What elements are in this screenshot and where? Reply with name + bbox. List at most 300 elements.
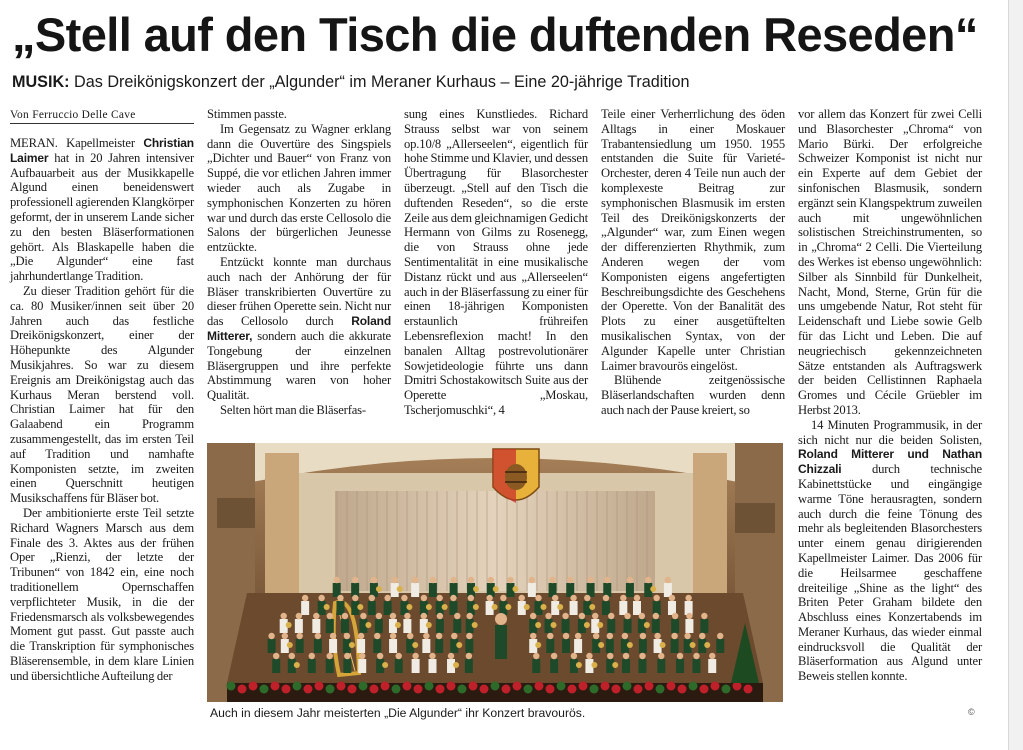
- brass-instrument: [442, 604, 448, 610]
- brass-instrument: [406, 604, 412, 610]
- text-column-5: [798, 107, 982, 684]
- text-run: hat in 20 Jahren intensiver Aufbauarbeit aus der Musikkapelle Algund einen beneidenswert professionell agierenden Klangkörper geformt, der in unserem Lande sicher zu den besten Bläserformationen gehört. Als Blaskapelle haben die „Die Algunder“ eine fast jahrhundertlange Tradition.: [10, 150, 194, 284]
- musician-head: [466, 613, 472, 619]
- brass-instrument: [576, 662, 582, 668]
- musician-head: [593, 633, 599, 639]
- paragraph: Der ambitionierte erste Teil setzte Richard Wagners Marsch aus dem Finale des 3. Aktes aus der frühen Oper „Rienzi, der letzte der Tribunen“ von 1842 ein, eine noch traditionellem Opernschaffen verpflichteter Musik, in die der Friedensmarsch als volksbewegendes Moment gut passt. Gut passte auch die Transkription für symphonisches Bläserensemble, in dem klare Linien und übersichtliche Aufteilung der: [10, 505, 194, 683]
- musician-head: [571, 653, 577, 659]
- paragraph: Zu dieser Tradition gehört für die ca. 80 Musiker/innen seit über 20 Jahren auch das festliche Dreikönigskonzert, einer der Höhepunkte des Algunder Musikjahres. So war zu diesem Ereignis am Dreikönigstag auch das Kurhaus Meran berstend voll. Christian Laimer hat für den Galaabend ein Programm zusammengestellt, das im ersten Teil auf Tradition und namhafte Komponisten setzte, im zweiten einen Querschnitt heutigen Musikschaffens für Bläser bot.: [10, 283, 194, 506]
- musician-head: [302, 595, 308, 601]
- flower: [260, 685, 269, 694]
- musician-head: [671, 633, 677, 639]
- musician-head: [639, 613, 645, 619]
- musician: [546, 639, 554, 653]
- musician-head: [296, 613, 302, 619]
- musician-head: [699, 633, 705, 639]
- brass-instrument: [598, 642, 604, 648]
- brass-instrument: [557, 604, 563, 610]
- brass-instrument: [589, 604, 595, 610]
- brass-instrument: [493, 586, 499, 592]
- musician: [343, 659, 351, 673]
- musician-head: [282, 633, 288, 639]
- brass-instrument: [473, 586, 479, 592]
- flower: [557, 682, 566, 691]
- musician: [453, 619, 461, 633]
- musician: [422, 639, 430, 653]
- article-subhead: [12, 70, 1012, 94]
- musician-head: [669, 595, 675, 601]
- brass-instrument: [512, 586, 518, 592]
- musician: [268, 639, 276, 653]
- musician: [465, 639, 473, 653]
- text-column-4: [601, 107, 785, 418]
- brass-instrument: [287, 642, 293, 648]
- brass-instrument: [472, 622, 478, 628]
- subhead-text: Das Dreikönigskonzert der „Algunder“ im Meraner Kurhaus – Eine 20-jährige Tradition: [69, 73, 690, 91]
- author-byline: Von Ferruccio Delle Cave: [10, 108, 194, 124]
- musician: [622, 659, 630, 673]
- musician-head: [562, 613, 568, 619]
- musician-head: [665, 577, 671, 583]
- highlighted-name: Roland Mitterer,: [207, 314, 391, 343]
- musician-head: [658, 653, 664, 659]
- musician: [562, 639, 570, 653]
- musician-head: [437, 613, 443, 619]
- musician-head: [500, 595, 506, 601]
- musician-head: [607, 653, 613, 659]
- musician-head: [535, 595, 541, 601]
- musician-head: [507, 577, 513, 583]
- flower: [447, 682, 456, 691]
- brass-instrument: [382, 662, 388, 668]
- flower: [513, 682, 522, 691]
- musician-head: [653, 595, 659, 601]
- musician: [329, 639, 337, 653]
- musician-head: [488, 577, 494, 583]
- musician: [272, 659, 280, 673]
- musician-head: [421, 613, 427, 619]
- musician-head: [374, 633, 380, 639]
- paragraph: Stimmen passte.: [207, 107, 287, 121]
- musician-head: [352, 595, 358, 601]
- brass-instrument: [456, 642, 462, 648]
- musician: [626, 583, 634, 597]
- musician: [607, 619, 615, 633]
- musician-head: [654, 633, 660, 639]
- paragraph: Blühende zeitgenössische Bläserlandschaften wurden denn auch nach der Pause kreiert, so: [601, 373, 785, 417]
- musician-head: [327, 613, 333, 619]
- musician-head: [549, 577, 555, 583]
- brass-instrument: [505, 604, 511, 610]
- brass-instrument: [492, 604, 498, 610]
- brass-instrument: [324, 604, 330, 610]
- musician-head: [315, 633, 321, 639]
- musician-head: [309, 653, 315, 659]
- musician-head: [584, 595, 590, 601]
- musician: [671, 639, 679, 653]
- brass-instrument: [395, 622, 401, 628]
- musician: [664, 583, 672, 597]
- flower: [623, 682, 632, 691]
- musician: [312, 619, 320, 633]
- musician: [295, 619, 303, 633]
- musician: [652, 619, 660, 633]
- musician-head: [280, 613, 286, 619]
- musician: [633, 601, 641, 615]
- musician: [301, 601, 309, 615]
- highlighted-name: Christian Laimer: [10, 136, 194, 165]
- musician-head: [333, 577, 339, 583]
- musician: [336, 601, 344, 615]
- musician: [296, 639, 304, 653]
- musician: [700, 619, 708, 633]
- musician-head: [519, 595, 525, 601]
- flower: [535, 682, 544, 691]
- musician: [606, 639, 614, 653]
- flower: [359, 682, 368, 691]
- musician: [671, 619, 679, 633]
- brass-instrument: [412, 642, 418, 648]
- musician: [341, 619, 349, 633]
- flower: [381, 682, 390, 691]
- musician-head: [344, 653, 350, 659]
- brass-instrument: [704, 642, 710, 648]
- flower: [546, 685, 555, 694]
- flower: [403, 682, 412, 691]
- musician-head: [466, 653, 472, 659]
- flower: [238, 685, 247, 694]
- subhead-kicker: MUSIK:: [12, 73, 70, 91]
- musician: [449, 601, 457, 615]
- conductor: [495, 613, 507, 659]
- musician-head: [677, 653, 683, 659]
- flower: [436, 685, 445, 694]
- musician: [692, 659, 700, 673]
- musician: [562, 619, 570, 633]
- musician-head: [391, 577, 397, 583]
- text-run: MERAN. Kapellmeister: [10, 136, 144, 150]
- musician-head: [530, 633, 536, 639]
- flower: [689, 682, 698, 691]
- brass-instrument: [365, 622, 371, 628]
- musician-head: [672, 613, 678, 619]
- musician-head: [289, 653, 295, 659]
- brass-instrument: [650, 586, 656, 592]
- musician-head: [377, 653, 383, 659]
- musician: [358, 659, 366, 673]
- flower: [645, 682, 654, 691]
- musician-head: [466, 633, 472, 639]
- right-balcony: [735, 503, 775, 533]
- musician: [429, 583, 437, 597]
- concert-photo-drawing: [207, 443, 783, 702]
- musician-head: [717, 633, 723, 639]
- musician-head: [530, 613, 536, 619]
- brass-instrument: [294, 662, 300, 668]
- flower: [414, 685, 423, 694]
- musician-head: [533, 653, 539, 659]
- musician-head: [529, 577, 535, 583]
- flower: [667, 682, 676, 691]
- musician-head: [450, 577, 456, 583]
- brass-instrument: [551, 622, 557, 628]
- flower: [348, 685, 357, 694]
- brass-instrument: [524, 604, 530, 610]
- brass-instrument: [535, 642, 541, 648]
- photo-caption: Auch in diesem Jahr meisterten „Die Algunder“ ihr Konzert bravourös.: [210, 706, 586, 720]
- musician: [435, 639, 443, 653]
- musician-head: [327, 653, 333, 659]
- flower: [678, 685, 687, 694]
- paragraph: vor allem das Konzert für zwei Celli und Blasorchester „Chroma“ von Mario Bürki. Der erfolgreiche Schweizer Komponist ist nicht nur ein Experte auf dem Gebiet der sinfonischen Blasmusik, sondern ergänzt sein Klangspektrum zuweilen auch mit ungewöhnlichen solistischen Streichinstrumenten, so in „Chroma“ 2 Celli. Die Vierteilung des Werkes ist ebenso ungewöhnlich: Silber als Sinnbild für Dunkelheit, Nacht, Mond, Sterne, Grün für die uns umgebende Natur, Rot steht für Leidenschaft und Liebe sowie Gelb für das Licht und Leben. Die auf neugriechisch gekennzeichneten Sätze entstanden als Auftragswerk der beiden Cellistinnen Raphaela Gromes und Cécile Grüebler im Herbst 2013.: [798, 107, 982, 417]
- musician-head: [423, 633, 429, 639]
- brass-instrument: [535, 622, 541, 628]
- musician-head: [640, 633, 646, 639]
- musician-head: [686, 613, 692, 619]
- flower: [590, 685, 599, 694]
- musician-head: [436, 633, 442, 639]
- brass-instrument: [627, 642, 633, 648]
- musician: [624, 619, 632, 633]
- musician-head: [358, 633, 364, 639]
- musician: [395, 659, 403, 673]
- flower: [502, 685, 511, 694]
- musician: [368, 601, 376, 615]
- musician-head: [468, 595, 474, 601]
- musician-head: [273, 653, 279, 659]
- flower: [458, 685, 467, 694]
- musician: [528, 583, 536, 597]
- paragraph: [10, 136, 194, 284]
- musician: [465, 659, 473, 673]
- flower: [568, 685, 577, 694]
- musician: [389, 639, 397, 653]
- musician-head: [313, 613, 319, 619]
- musician-head: [653, 613, 659, 619]
- musician-head: [634, 595, 640, 601]
- musician: [326, 619, 334, 633]
- musician: [357, 639, 365, 653]
- flower: [524, 685, 533, 694]
- musician: [619, 601, 627, 615]
- musician-head: [360, 613, 366, 619]
- musician: [574, 639, 582, 653]
- musician-head: [448, 653, 454, 659]
- musician: [570, 601, 578, 615]
- paragraph: Selten hört man die Bläserfas-: [220, 402, 366, 417]
- musician-head: [412, 577, 418, 583]
- brass-instrument: [426, 622, 432, 628]
- flower: [249, 682, 258, 691]
- musician: [308, 659, 316, 673]
- musician-head: [342, 613, 348, 619]
- flower: [337, 682, 346, 691]
- text-run: sondern auch die akkurate Tongebung der einzelnen Bläsergruppen und ihre perfekte Abstimmung waren von hoher Qualität.: [207, 328, 391, 403]
- flower: [491, 682, 500, 691]
- musician: [676, 659, 684, 673]
- paragraph: Teile einer Verherrlichung des öden Alltags in einer Moskauer Trabantensiedlung um 1950. 1955 entstanden die Suite für Varieté-Orchester, deren 4 Teile nun auch der komplexeste Beitrag zur symphonischen Blasmusik im ersten Teil des Dreikönigskonzerts der „Algunder“ war, zum Einen wegen der differenzierten Rhythmik, zum Anderen wegen der vom Komponisten eigens angefertigten Beschreibungsdichte des Geschehens der Operette. Von der Banalität des Plots zu einer ausgetüftelten musikalischen Syntax, von der Algunder Kapelle unter Christian Laimer bravourös eingelöst.: [601, 107, 785, 373]
- musician-head: [624, 613, 630, 619]
- musician-head: [575, 633, 581, 639]
- musician: [333, 583, 341, 597]
- flower: [700, 685, 709, 694]
- brass-instrument: [644, 622, 650, 628]
- musician-head: [421, 595, 427, 601]
- musician-head: [563, 633, 569, 639]
- musician-head: [545, 613, 551, 619]
- musician-head: [608, 613, 614, 619]
- flower: [480, 685, 489, 694]
- brass-instrument: [357, 604, 363, 610]
- musician: [550, 659, 558, 673]
- musician-head: [318, 595, 324, 601]
- musician-head: [604, 577, 610, 583]
- musician: [602, 601, 610, 615]
- brass-instrument: [473, 604, 479, 610]
- page-edge: [1008, 0, 1023, 750]
- musician: [436, 619, 444, 633]
- musician: [716, 639, 724, 653]
- musician-head: [486, 595, 492, 601]
- musician: [428, 659, 436, 673]
- brass-instrument: [690, 642, 696, 648]
- musician-head: [607, 633, 613, 639]
- left-balcony: [217, 498, 255, 528]
- flower: [370, 685, 379, 694]
- musician: [412, 659, 420, 673]
- text-column-2: [207, 107, 391, 418]
- musician-head: [592, 613, 598, 619]
- musician-head: [268, 633, 274, 639]
- musician-head: [401, 595, 407, 601]
- musician-head: [376, 613, 382, 619]
- musician-head: [352, 577, 358, 583]
- paragraph: sung eines Kunstliedes. Richard Strauss selbst war von seinem op.10/8 „Allerseelen“, eigentlich für hohe Stimme und Klavier, und dessen Übertragung für Blasorchester überzeugt. „Stell auf den Tisch die duftenden Reseden“, so die erste Zeile aus dem gleichnamigen Gedicht Hermann von Gilms zu Rosenegg, die von Strauss ohne jede Sentimentalität in eine musikalische Distanz rückt und aus „Allerseelen“ auch in der Bläserfassung zu einer für einen 18-jährigen Komponisten erstaunlich frühreifen Lebensreflexion macht! In den banalen Alltag postrevolutionärer Sowjetideologie führte uns dann Dmitri Schostakowitsch Suite aus der Operette „Moskau, Tscherjomuschki“, 4: [404, 107, 588, 417]
- musician: [403, 619, 411, 633]
- flower: [227, 682, 236, 691]
- flower: [293, 682, 302, 691]
- brass-instrument: [597, 622, 603, 628]
- musician: [411, 583, 419, 597]
- brass-instrument: [376, 586, 382, 592]
- musician-head: [627, 577, 633, 583]
- musician-head: [404, 613, 410, 619]
- paragraph: [798, 418, 982, 684]
- musician-head: [622, 633, 628, 639]
- text-run: durch technische Kabinettstücke und eingängige warme Töne herausragten, sondern auch durch die feine Tönung des mehr als begleitenden Blasorchesters unter einem genau dirigierenden Kapellmeister Laimer. Das 2006 für die Heilsarmee geschaffene dreiteilige „Shine as the light“ des Briten Peter Graham bildete den Abschluss eines Konzertabends im Meraner Kurhaus, das wieder einmal eindrucksvoll die Qualität der Bläserformation aus Algund unter Beweis stellen konnte.: [798, 462, 982, 684]
- musician-head: [430, 577, 436, 583]
- musician-head: [371, 577, 377, 583]
- flower: [579, 682, 588, 691]
- musician-head: [579, 613, 585, 619]
- musician-head: [359, 653, 365, 659]
- musician: [708, 659, 716, 673]
- musician-head: [701, 613, 707, 619]
- musician-head: [586, 653, 592, 659]
- flower: [304, 685, 313, 694]
- highlighted-name: Roland Mitterer und Nathan Chizzali: [798, 447, 982, 477]
- flower: [711, 682, 720, 691]
- musician-head: [369, 595, 375, 601]
- musician-head: [330, 633, 336, 639]
- brass-instrument: [540, 604, 546, 610]
- brass-instrument: [286, 622, 292, 628]
- flower: [315, 682, 324, 691]
- musician: [384, 601, 392, 615]
- flower: [601, 682, 610, 691]
- musician: [373, 639, 381, 653]
- brass-instrument: [349, 642, 355, 648]
- musician-head: [344, 633, 350, 639]
- musician-head: [709, 653, 715, 659]
- flower: [612, 685, 621, 694]
- flower: [722, 685, 731, 694]
- musician: [603, 583, 611, 597]
- concert-photo: [207, 443, 783, 702]
- flower: [425, 682, 434, 691]
- brass-instrument: [453, 662, 459, 668]
- flower: [392, 685, 401, 694]
- musician-head: [551, 653, 557, 659]
- brass-instrument: [591, 662, 597, 668]
- musician-head: [450, 595, 456, 601]
- musician-head: [567, 577, 573, 583]
- musician: [653, 601, 661, 615]
- article-headline: „Stell auf den Tisch die duftenden Reseden“: [12, 8, 978, 61]
- brass-instrument: [660, 642, 666, 648]
- musician-head: [412, 653, 418, 659]
- musician-head: [570, 595, 576, 601]
- musician-head: [396, 653, 402, 659]
- musician-head: [296, 633, 302, 639]
- musician-head: [645, 577, 651, 583]
- musician-head: [587, 577, 593, 583]
- brass-instrument: [426, 604, 432, 610]
- text-column-3: [404, 107, 588, 418]
- musician-head: [603, 595, 609, 601]
- flower: [271, 682, 280, 691]
- musician-head: [552, 595, 558, 601]
- musician: [326, 659, 334, 673]
- flower: [656, 685, 665, 694]
- musician-head: [693, 653, 699, 659]
- musician: [532, 659, 540, 673]
- flower: [469, 682, 478, 691]
- musician-head: [623, 653, 629, 659]
- musician-head: [684, 633, 690, 639]
- brass-instrument: [612, 662, 618, 668]
- musician: [314, 639, 322, 653]
- musician-head: [468, 577, 474, 583]
- flower: [326, 685, 335, 694]
- musician: [657, 659, 665, 673]
- paragraph: Im Gegensatz zu Wagner erklang dann die Ouvertüre des Singspiels „Dichter und Bauer“ von Franz von Suppé, die vor etlichen Jahren immer wieder auch als Zugabe in symphonischen Konzerten zu hören war und durch das erste Cellosolo die Salons der bürgerlichen Jeunesse entzückte.: [207, 121, 391, 255]
- flower: [282, 685, 291, 694]
- musician: [375, 619, 383, 633]
- musician-head: [390, 633, 396, 639]
- text-column-1: [10, 136, 194, 683]
- musician-head: [547, 633, 553, 639]
- musician-head: [620, 595, 626, 601]
- musician-head: [390, 613, 396, 619]
- musician: [638, 659, 646, 673]
- flower: [634, 685, 643, 694]
- musician-head: [429, 653, 435, 659]
- brass-instrument: [584, 622, 590, 628]
- copyright-mark: ©: [968, 707, 975, 717]
- musician-head: [454, 613, 460, 619]
- musician: [685, 619, 693, 633]
